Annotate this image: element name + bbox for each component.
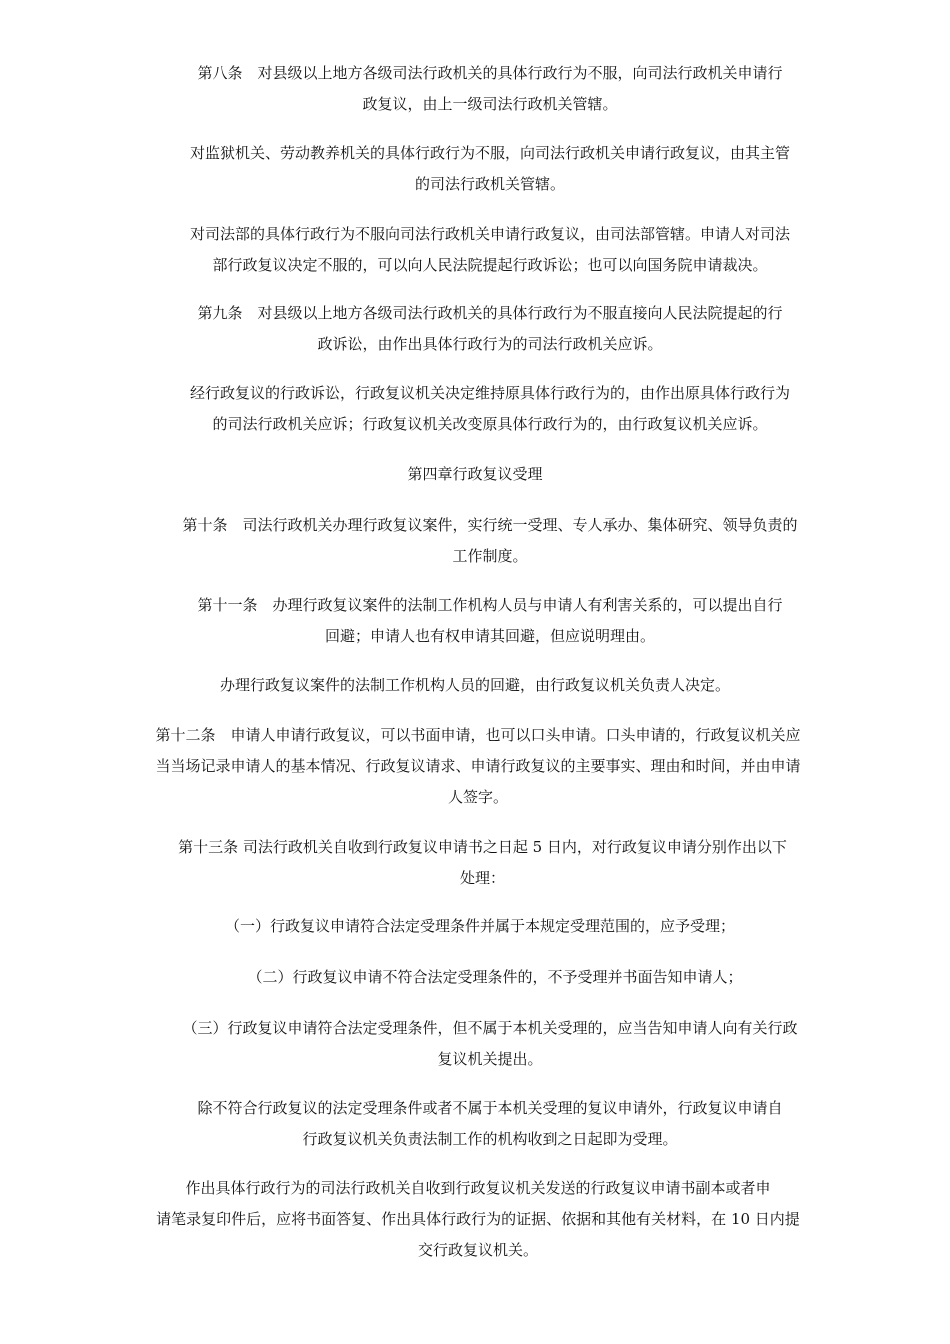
text-line: 对监狱机关、劳动教养机关的具体行政行为不服，向司法行政机关申请行政复议，由其主管 bbox=[189, 144, 790, 162]
text-line: 人签字。 bbox=[447, 788, 508, 806]
text-line: 办理行政复议案件的法制工作机构人员的回避，由行政复议机关负责人决定。 bbox=[219, 676, 730, 694]
text-line: 作出具体行政行为的司法行政机关自收到行政复议机关发送的行政复议申请书副本或者申 bbox=[185, 1179, 771, 1197]
article-13-paragraph-3 bbox=[138, 1173, 818, 1266]
article-8-paragraph-3 bbox=[170, 219, 810, 281]
text-line: 的司法行政机关应诉；行政复议机关改变原具体行政行为的，由行政复议机关应诉。 bbox=[212, 415, 768, 433]
text-line: 部行政复议决定不服的，可以向人民法院提起行政诉讼；也可以向国务院申请裁决。 bbox=[212, 256, 768, 274]
chapter-4-heading bbox=[170, 459, 780, 490]
text-line: 除不符合行政复议的法定受理条件或者不属于本机关受理的复议申请外，行政复议申请自 bbox=[197, 1099, 783, 1117]
text-line: （二）行政复议申请不符合法定受理条件的，不予受理并书面告知申请人； bbox=[247, 968, 743, 986]
text-line: 工作制度。 bbox=[452, 547, 528, 565]
text-line: 政诉讼，由作出具体行政行为的司法行政机关应诉。 bbox=[317, 335, 663, 353]
article-11-paragraph-2 bbox=[170, 670, 780, 701]
text-line: 第十条 司法行政机关办理行政复议案件，实行统一受理、专人承办、集体研究、领导负责的 bbox=[182, 516, 798, 534]
article-13-paragraph-2 bbox=[170, 1093, 810, 1155]
text-line: 第十二条 申请人申请行政复议，可以书面申请，也可以口头申请。口头申请的，行政复议机关应 bbox=[155, 726, 801, 744]
text-line: 当当场记录申请人的基本情况、行政复议请求、申请行政复议的主要事实、理由和时间，并由申请 bbox=[155, 757, 801, 775]
text-line: 第十一条 办理行政复议案件的法制工作机构人员与申请人有利害关系的，可以提出自行 bbox=[197, 596, 783, 614]
text-line: 交行政复议机关。 bbox=[417, 1241, 538, 1259]
article-8-paragraph-1 bbox=[170, 58, 810, 120]
text-line: 第八条 对县级以上地方各级司法行政机关的具体行政行为不服，向司法行政机关申请行 bbox=[197, 64, 783, 82]
text-line: 行政复议机关负责法制工作的机构收到之日起即为受理。 bbox=[302, 1130, 678, 1148]
text-line: 第九条 对县级以上地方各级司法行政机关的具体行政行为不服直接向人民法院提起的行 bbox=[197, 304, 783, 322]
article-13-item-1 bbox=[170, 911, 790, 942]
text-line: 对司法部的具体行政行为不服向司法行政机关申请行政复议，由司法部管辖。申请人对司法 bbox=[189, 225, 790, 243]
article-11-paragraph-1 bbox=[170, 590, 810, 652]
article-13-paragraph-1 bbox=[150, 832, 815, 894]
article-9-paragraph-2 bbox=[170, 378, 810, 440]
text-line: 经行政复议的行政诉讼，行政复议机关决定维持原具体行政行为的，由作出原具体行政行为 bbox=[189, 384, 790, 402]
text-line: （三）行政复议申请符合法定受理条件，但不属于本机关受理的，应当告知申请人向有关行政 bbox=[182, 1019, 798, 1037]
text-line: 回避；申请人也有权申请其回避，但应说明理由。 bbox=[324, 627, 655, 645]
article-8-paragraph-2 bbox=[170, 138, 810, 200]
text-line: 政复议，由上一级司法行政机关管辖。 bbox=[362, 95, 618, 113]
text-line: 处理： bbox=[459, 869, 505, 887]
text-line: （一）行政复议申请符合法定受理条件并属于本规定受理范围的，应予受理； bbox=[224, 917, 735, 935]
article-9-paragraph-1 bbox=[170, 298, 810, 360]
text-line: 复议机关提出。 bbox=[437, 1050, 543, 1068]
article-13-item-3 bbox=[170, 1013, 810, 1075]
article-13-item-2 bbox=[190, 962, 800, 993]
text-line: 请笔录复印件后，应将书面答复、作出具体行政行为的证据、依据和其他有关材料，在 10 日内提 bbox=[156, 1210, 800, 1228]
article-10 bbox=[170, 510, 810, 572]
article-12 bbox=[138, 720, 818, 813]
heading-text: 第四章行政复议受理 bbox=[407, 465, 543, 483]
text-line: 的司法行政机关管辖。 bbox=[414, 175, 565, 193]
text-line: 第十三条 司法行政机关自收到行政复议申请书之日起 5 日内，对行政复议申请分别作出以下 bbox=[178, 838, 787, 856]
